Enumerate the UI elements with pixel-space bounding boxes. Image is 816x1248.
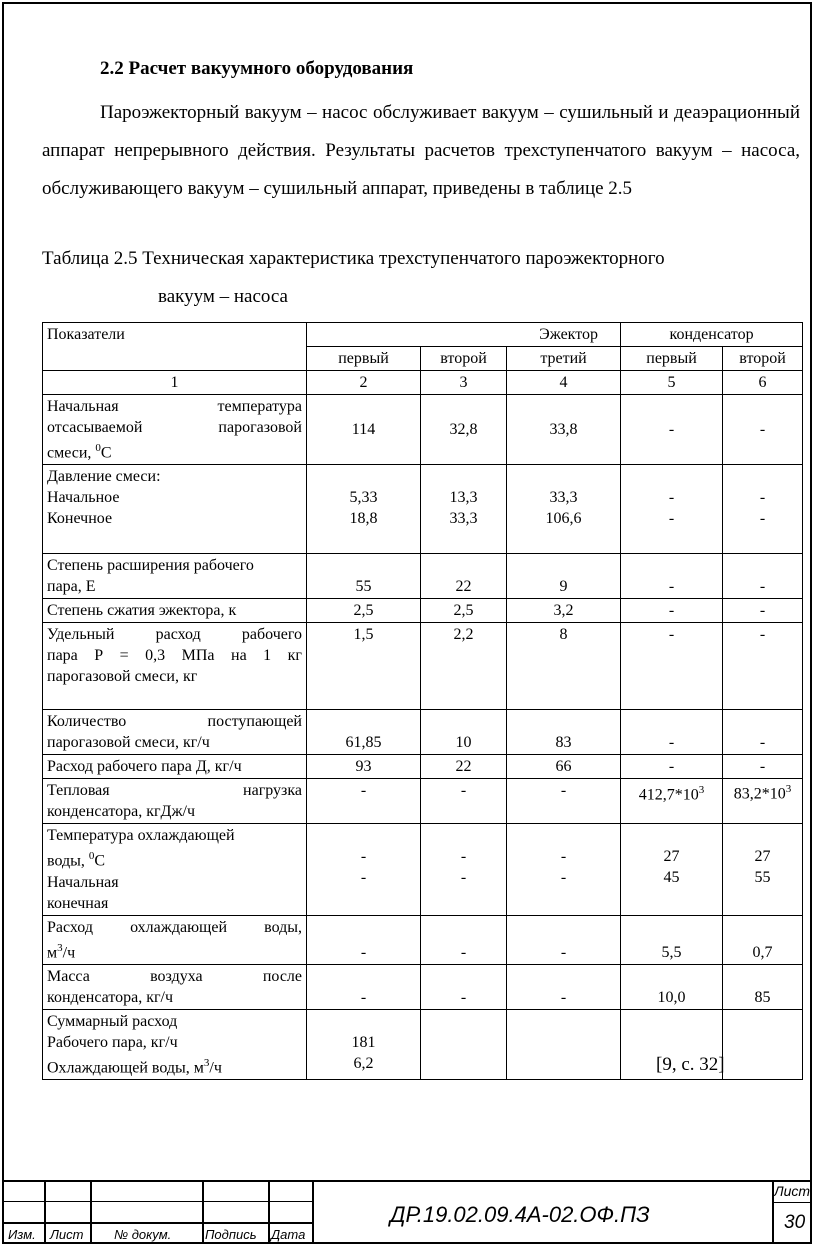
header-first: первый [307,347,421,371]
table-cell: 93 [307,755,421,779]
table-cell: 3,2 [507,599,621,623]
sheet-number: 30 [784,1212,806,1233]
table-cell: - [421,964,507,1009]
table-cell: $412,7*10^3$ [621,779,723,824]
table-cell: - [421,915,507,964]
label-line: конденсатора, кгДж/ч [47,803,195,821]
row-label [43,779,307,824]
row-label: Степень сжатия эжектора, к [43,599,307,623]
table-cell: 32,8 [421,395,507,465]
label-line: Температура охлаждающей [47,827,235,845]
header-condenser-first: первый [621,347,723,371]
stamp-label-doc: № докум. [114,1227,172,1242]
table-cell: - [621,755,723,779]
label-line: $м^3/ч$ [47,941,76,961]
source-reference: [9, с. 32] [656,1054,725,1075]
table-cell: 9 [507,554,621,599]
table-cell: 2,5 [421,599,507,623]
stamp-label-list: Лист [50,1227,84,1242]
label-line: Рабочего пара, кг/ч [47,1033,178,1051]
table-cell: 66 [507,755,621,779]
row-label [43,623,307,710]
stamp-divider [44,1180,46,1244]
header-second: второй [421,347,507,371]
table-cell: - [621,623,723,710]
label-line: Конечное [47,510,113,528]
stamp-row-line [2,1201,312,1202]
table-row-coolant-temperature [43,824,803,915]
stamp-label-izm: Изм. [8,1227,36,1242]
body-paragraph: Пароэжекторный вакуум – насос обслуживает вакуум – сушильный и деаэрационный аппарат непрерывного действия. Результаты расчетов трехступенчатого вакуум – насоса, обслуживающего вакуум – сушильный аппарат, приведены в таблице 2.5 [42,102,800,199]
table-cell: 181 6,2 [307,1009,421,1079]
column-number: 1 [43,371,307,395]
row-label [43,554,307,599]
table-cell: - [307,915,421,964]
label-line: Начальное [47,489,120,507]
table-cell: - - [723,465,803,554]
table-cell: - - [507,824,621,915]
document-code: ДР.19.02.09.4А-02.ОФ.ПЗ [390,1202,650,1227]
table-row-incoming-mixture [43,710,803,755]
header-ejector: Эжектор [307,323,621,347]
title-block-border [2,1180,812,1182]
table-cell: 2,5 [307,599,421,623]
stamp-divider [312,1180,314,1244]
table-caption-continuation: вакуум – насоса [158,286,288,307]
label-line: Расход охлаждающей воды, [47,918,302,936]
table-row-working-steam [43,755,803,779]
label-line: конденсатора, кг/ч [47,988,174,1006]
table-cell: 13,3 33,3 [421,465,507,554]
column-number: 6 [723,371,803,395]
table-cell: - [421,779,507,824]
row-label [43,1009,307,1079]
table-caption: Таблица 2.5 Техническая характеристика трехступенчатого пароэжекторного [42,248,665,269]
stamp-label-sign: Подпись [205,1227,257,1242]
table-cell: 5,5 [621,915,723,964]
table-row-cooling-water [43,915,803,964]
table-cell: $83,2*10^3$ [723,779,803,824]
column-number-row [43,371,803,395]
table-cell: - [621,710,723,755]
table-header-row [43,323,803,347]
column-number: 3 [421,371,507,395]
label-line: Охлаждающей воды, $м^3/ч$ [47,1056,222,1077]
stamp-row-line [772,1202,812,1203]
table-cell: - [507,915,621,964]
table-cell: - [621,395,723,465]
column-number: 5 [621,371,723,395]
table-row-pressure [43,465,803,554]
label-line: пара, Е [47,578,96,596]
table-cell: 85 [723,964,803,1009]
table-cell: 10,0 [621,964,723,1009]
row-label [43,710,307,755]
table-cell: 27 55 [723,824,803,915]
table-cell: - - [307,824,421,915]
table-cell [723,1009,803,1079]
sheet-label: Лист [774,1183,811,1199]
header-indicators: Показатели [43,323,307,371]
table-cell: - [507,964,621,1009]
section-heading: 2.2 Расчет вакуумного оборудования [100,58,414,79]
label-line: Степень расширения рабочего [47,557,254,575]
stamp-label-date: Дата [271,1227,306,1242]
table-row-specific-consumption [43,623,803,710]
table-cell: - [621,554,723,599]
table-cell: - [723,755,803,779]
table-cell: - [307,779,421,824]
label-line: Масса воздуха после [47,967,302,985]
label-line: Тепловая нагрузка [47,782,302,800]
label-line: пара Р = 0,3 МПа на 1 кг [47,647,302,665]
table-cell [507,1009,621,1079]
table-cell: - [507,779,621,824]
table-cell: - [723,623,803,710]
column-number: 4 [507,371,621,395]
table-row-compression [43,599,803,623]
stamp-divider [268,1180,270,1244]
label-line: отсасываемой парогазовой [47,419,302,436]
table-cell: 61,85 [307,710,421,755]
header-condenser: конденсатор [621,323,803,347]
table-cell: 10 [421,710,507,755]
table-cell: 22 [421,554,507,599]
table-cell: 55 [307,554,421,599]
table-cell: - - [421,824,507,915]
table-cell: - [723,554,803,599]
row-label [43,465,307,554]
table-row-air-mass [43,964,803,1009]
label-line: Количество поступающей [47,713,302,731]
table-cell: 33,3 106,6 [507,465,621,554]
label-line: Суммарный расход [47,1012,178,1030]
label-line: конечная [47,894,109,912]
table-cell [421,1009,507,1079]
table-cell: 27 45 [621,824,723,915]
label-line: Начальная температура [47,398,302,415]
stamp-divider [202,1180,204,1244]
row-label: Расход рабочего пара Д, кг/ч [43,755,307,779]
table-row-heat-load [43,779,803,824]
header-condenser-second: второй [723,347,803,371]
label-line: парогазовой смеси, кг [47,668,198,686]
label-line: Удельный расход рабочего [47,626,302,644]
table-cell: 83 [507,710,621,755]
table-cell: - [723,599,803,623]
column-number: 2 [307,371,421,395]
header-third: третий [507,347,621,371]
stamp-row-line [2,1222,312,1224]
table-row-temperature [43,395,803,465]
table-cell: 0,7 [723,915,803,964]
table-cell: - - [621,465,723,554]
table-row-expansion [43,554,803,599]
label-line: Начальная [47,873,119,891]
row-label [43,395,307,465]
table-cell: - [723,395,803,465]
table-cell: - [307,964,421,1009]
label-line: смеси, $^0$С [47,442,112,462]
label-line: Давление смеси: [47,468,161,486]
row-label [43,964,307,1009]
spec-table [42,322,803,1080]
table-cell: 1,5 [307,623,421,710]
label-line: воды, $^0$С [47,850,106,870]
table-cell: - [621,599,723,623]
table-cell: 33,8 [507,395,621,465]
row-label [43,915,307,964]
table-cell: 114 [307,395,421,465]
table-cell: 8 [507,623,621,710]
table-cell: 5,33 18,8 [307,465,421,554]
table-cell: 22 [421,755,507,779]
table-cell: 2,2 [421,623,507,710]
table-cell: - [723,710,803,755]
row-label [43,824,307,915]
stamp-divider [90,1180,92,1244]
label-line: парогазовой смеси, кг/ч [47,734,210,752]
